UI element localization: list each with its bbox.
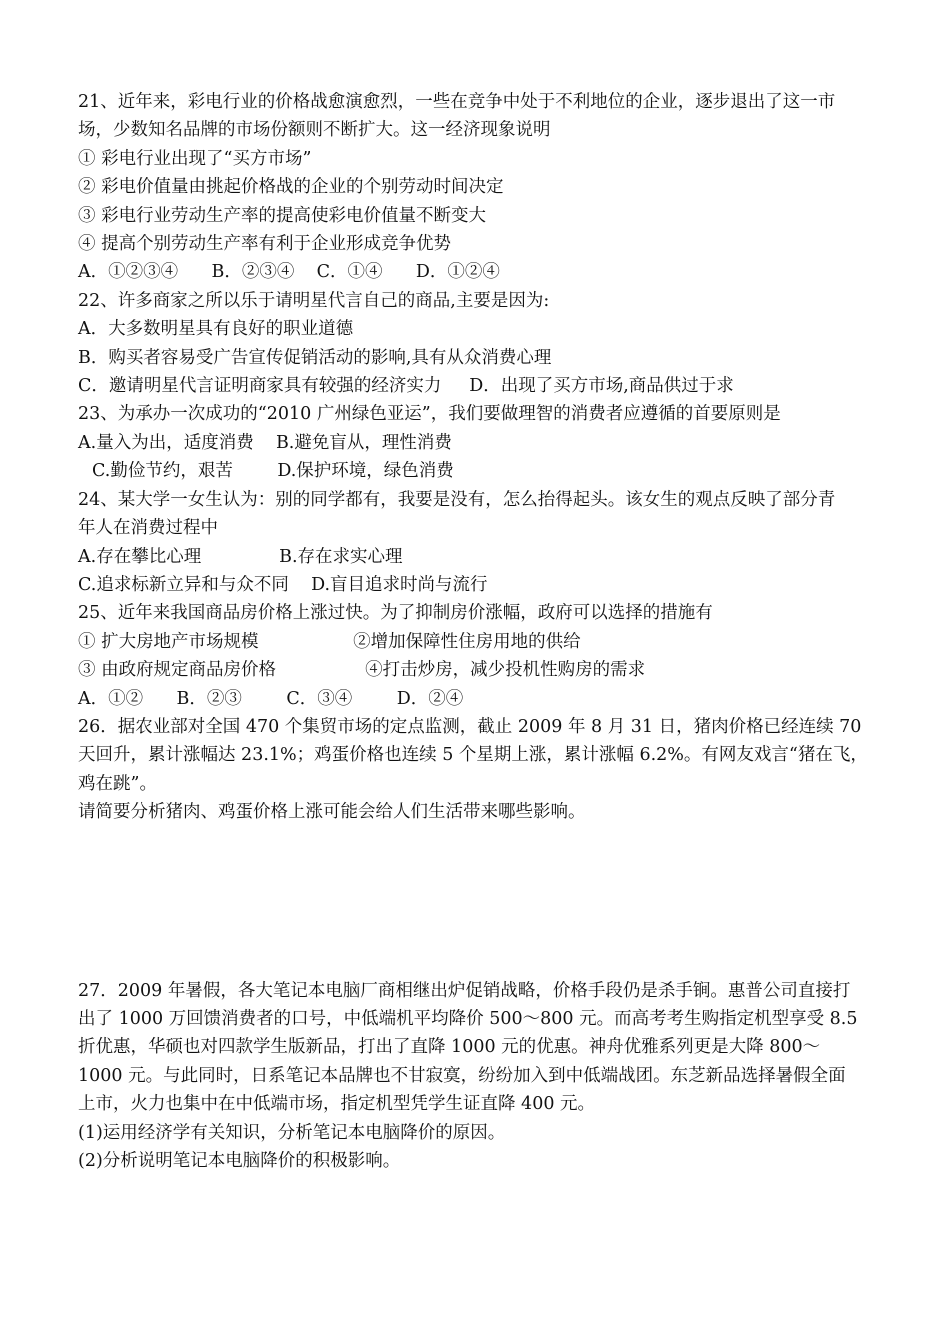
q21-options: A．①②③④ B．②③④ C．①④ D．①②④	[78, 262, 500, 283]
q21-item-2: ② 彩电价值量由挑起价格战的企业的个别劳动时间决定	[78, 177, 504, 198]
q22-option-a: A．大多数明星具有良好的职业道德	[78, 319, 354, 340]
q27-para-line4: 1000 元。与此同时，日系笔记本品牌也不甘寂寞，纷纷加入到中低端战团。东芝新品选择暑假全面	[78, 1065, 846, 1086]
q21-stem-line1: 21、近年来，彩电行业的价格战愈演愈烈，一些在竞争中处于不利地位的企业，逐步退出了这一市	[78, 92, 836, 112]
q27-para-line2: 出了 1000 万回馈消费者的口号，中低端机平均降价 500～800 元。而高考考生购指定机型享受 8.5	[78, 1008, 858, 1029]
q21-item-4: ④ 提高个别劳动生产率有利于企业形成竞争优势	[78, 234, 452, 255]
exam-page	[78, 88, 888, 1175]
q26-para-line1: 26．据农业部对全国 470 个集贸市场的定点监测，截止 2009 年 8 月 31 日，猪肉价格已经连续 70	[78, 716, 862, 737]
q26-question: 请简要分析猪肉、鸡蛋价格上涨可能会给人们生活带来哪些影响。	[78, 802, 586, 823]
q25-items-12: ① 扩大房地产市场规模 ②增加保障性住房用地的供给	[78, 631, 581, 652]
q25-options: A．①② B．②③ C．③④ D．②④	[78, 688, 464, 709]
q26-para-line2: 天回升，累计涨幅达 23.1%；鸡蛋价格也连续 5 个星期上涨，累计涨幅 6.2%。有网友戏言“猪在飞，	[78, 745, 868, 766]
q26-para-line3: 鸡在跳”。	[78, 773, 157, 794]
q24-stem-line1: 24、某大学一女生认为：别的同学都有，我要是没有，怎么抬得起头。该女生的观点反映了部分青	[78, 489, 836, 510]
q23-options-ab: A.量入为出，适度消费 B.避免盲从，理性消费	[78, 432, 452, 453]
q23-options-cd: C.勤俭节约，艰苦 D.保护环境，绿色消费	[92, 461, 454, 482]
q23-stem: 23、为承办一次成功的“2010 广州绿色亚运”，我们要做理智的消费者应遵循的首要原则是	[78, 404, 781, 425]
q25-items-34: ③ 由政府规定商品房价格 ④打击炒房，减少投机性购房的需求	[78, 660, 646, 681]
q24-stem-line2: 年人在消费过程中	[78, 518, 218, 539]
answer-space	[78, 827, 888, 977]
q27-para-line1: 27．2009 年暑假，各大笔记本电脑厂商相继出炉促销战略，价格手段仍是杀手锏。惠普公司直接打	[78, 980, 851, 1001]
q27-question-1: (1)运用经济学有关知识，分析笔记本电脑降价的原因。	[78, 1122, 506, 1143]
q25-stem: 25、近年来我国商品房价格上涨过快。为了抑制房价涨幅，政府可以选择的措施有	[78, 603, 713, 624]
q24-options-ab: A.存在攀比心理 B.存在求实心理	[78, 546, 403, 567]
q27-para-line5: 上市，火力也集中在中低端市场，指定机型凭学生证直降 400 元。	[78, 1094, 596, 1115]
q21-item-1: ① 彩电行业出现了“买方市场”	[78, 148, 312, 169]
q27-question-2: (2)分析说明笔记本电脑降价的积极影响。	[78, 1151, 401, 1171]
q21-item-3: ③ 彩电行业劳动生产率的提高使彩电价值量不断变大	[78, 205, 487, 226]
q27-para-line3: 折优惠，华硕也对四款学生版新品，打出了直降 1000 元的优惠。神舟优雅系列更是大降 800～	[78, 1037, 821, 1058]
q22-stem: 22、许多商家之所以乐于请明星代言自己的商品,主要是因为:	[78, 290, 550, 311]
q24-options-cd: C.追求标新立异和与众不同 D.盲目追求时尚与流行	[78, 574, 488, 595]
q21-stem-line2: 场，少数知名品牌的市场份额则不断扩大。这一经济现象说明	[78, 120, 551, 141]
q22-options-cd: C．邀请明星代言证明商家具有较强的经济实力 D．出现了买方市场,商品供过于求	[78, 376, 734, 397]
q22-option-b: B．购买者容易受广告宣传促销活动的影响,具有从众消费心理	[78, 347, 552, 368]
